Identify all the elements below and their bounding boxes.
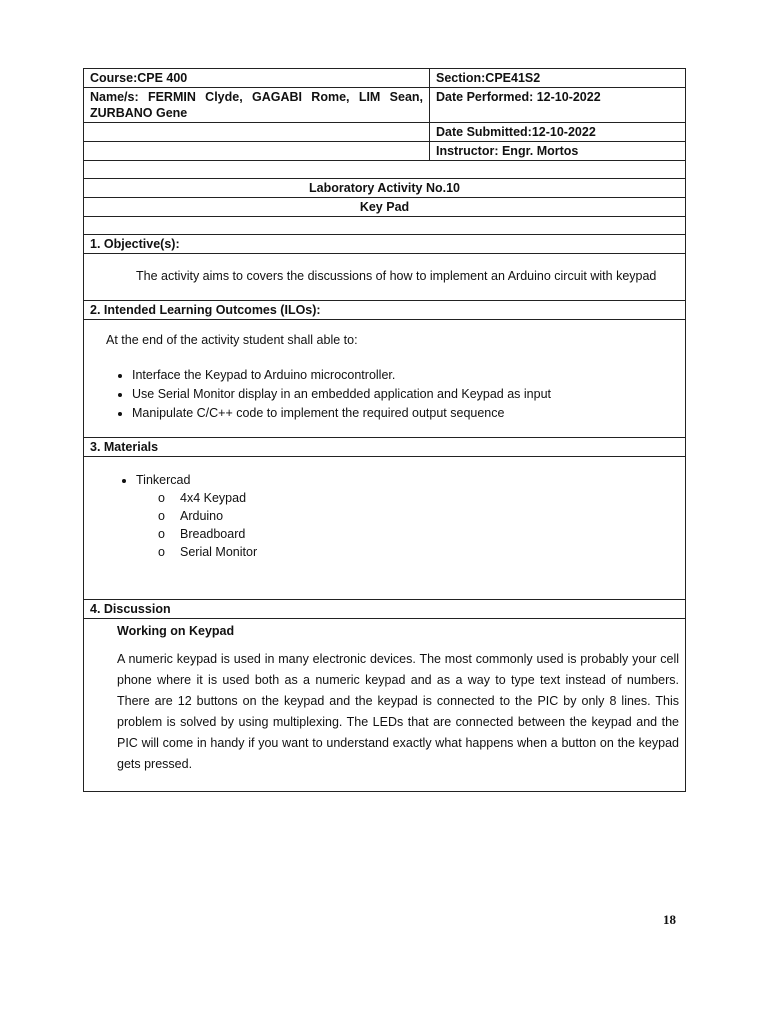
section-cell: Section:CPE41S2 xyxy=(430,69,686,88)
discussion-subheading: Working on Keypad xyxy=(117,624,235,638)
list-item: • Manipulate C/C++ code to implement the required output sequence xyxy=(132,404,679,423)
ilos-body xyxy=(84,320,686,438)
objectives-text: The activity aims to covers the discussions of how to implement an Arduino circuit with keypad xyxy=(84,254,686,301)
discussion-heading: 4. Discussion xyxy=(84,600,686,619)
ilos-intro: At the end of the activity student shall able to: xyxy=(106,333,358,347)
list-item: o 4x4 Keypad xyxy=(180,489,679,507)
course-cell: Course:CPE 400 xyxy=(84,69,430,88)
list-item: o Breadboard xyxy=(180,525,679,543)
ilos-heading: 2. Intended Learning Outcomes (ILOs): xyxy=(84,301,686,320)
instructor-cell: Instructor: Engr. Mortos xyxy=(430,142,686,161)
header-table xyxy=(83,68,686,792)
list-item: o Serial Monitor xyxy=(180,543,679,561)
materials-sublist xyxy=(136,489,679,561)
list-item: • Use Serial Monitor display in an embedded application and Keypad as input xyxy=(132,385,679,404)
activity-subject: Key Pad xyxy=(84,198,686,217)
ilos-list xyxy=(106,366,679,423)
list-item xyxy=(136,471,679,561)
discussion-text: A numeric keypad is used in many electronic devices. The most commonly used is probably your cell phone where it is used both as a numeric keypad and as a way to type text instead of numbers. There are 12 buttons on the keypad and the keypad is connected to the PIC by only 8 lines. This problem is solved by using multiplexing. The LEDs that are connected between the keypad and the PIC will come in handy if you want to understand exactly what happens when a button on the keypad gets pressed. xyxy=(117,652,679,771)
materials-list xyxy=(108,471,679,561)
objectives-heading: 1. Objective(s): xyxy=(84,235,686,254)
names-cell: Name/s: FERMIN Clyde, GAGABI Rome, LIM Sean, ZURBANO Gene xyxy=(84,88,430,123)
blank-cell xyxy=(84,123,430,142)
materials-main: Tinkercad xyxy=(136,473,191,487)
spacer-row xyxy=(84,161,686,179)
materials-body xyxy=(84,457,686,600)
blank-cell xyxy=(84,142,430,161)
date-submitted-cell: Date Submitted:12-10-2022 xyxy=(430,123,686,142)
spacer-row xyxy=(84,217,686,235)
list-item: • Interface the Keypad to Arduino microcontroller. xyxy=(132,366,679,385)
page-number: 18 xyxy=(663,912,676,927)
activity-title: Laboratory Activity No.10 xyxy=(84,179,686,198)
materials-heading: 3. Materials xyxy=(84,438,686,457)
discussion-body xyxy=(84,619,686,792)
list-item: o Arduino xyxy=(180,507,679,525)
lab-report-document xyxy=(83,68,685,792)
date-performed-cell: Date Performed: 12-10-2022 xyxy=(430,88,686,123)
